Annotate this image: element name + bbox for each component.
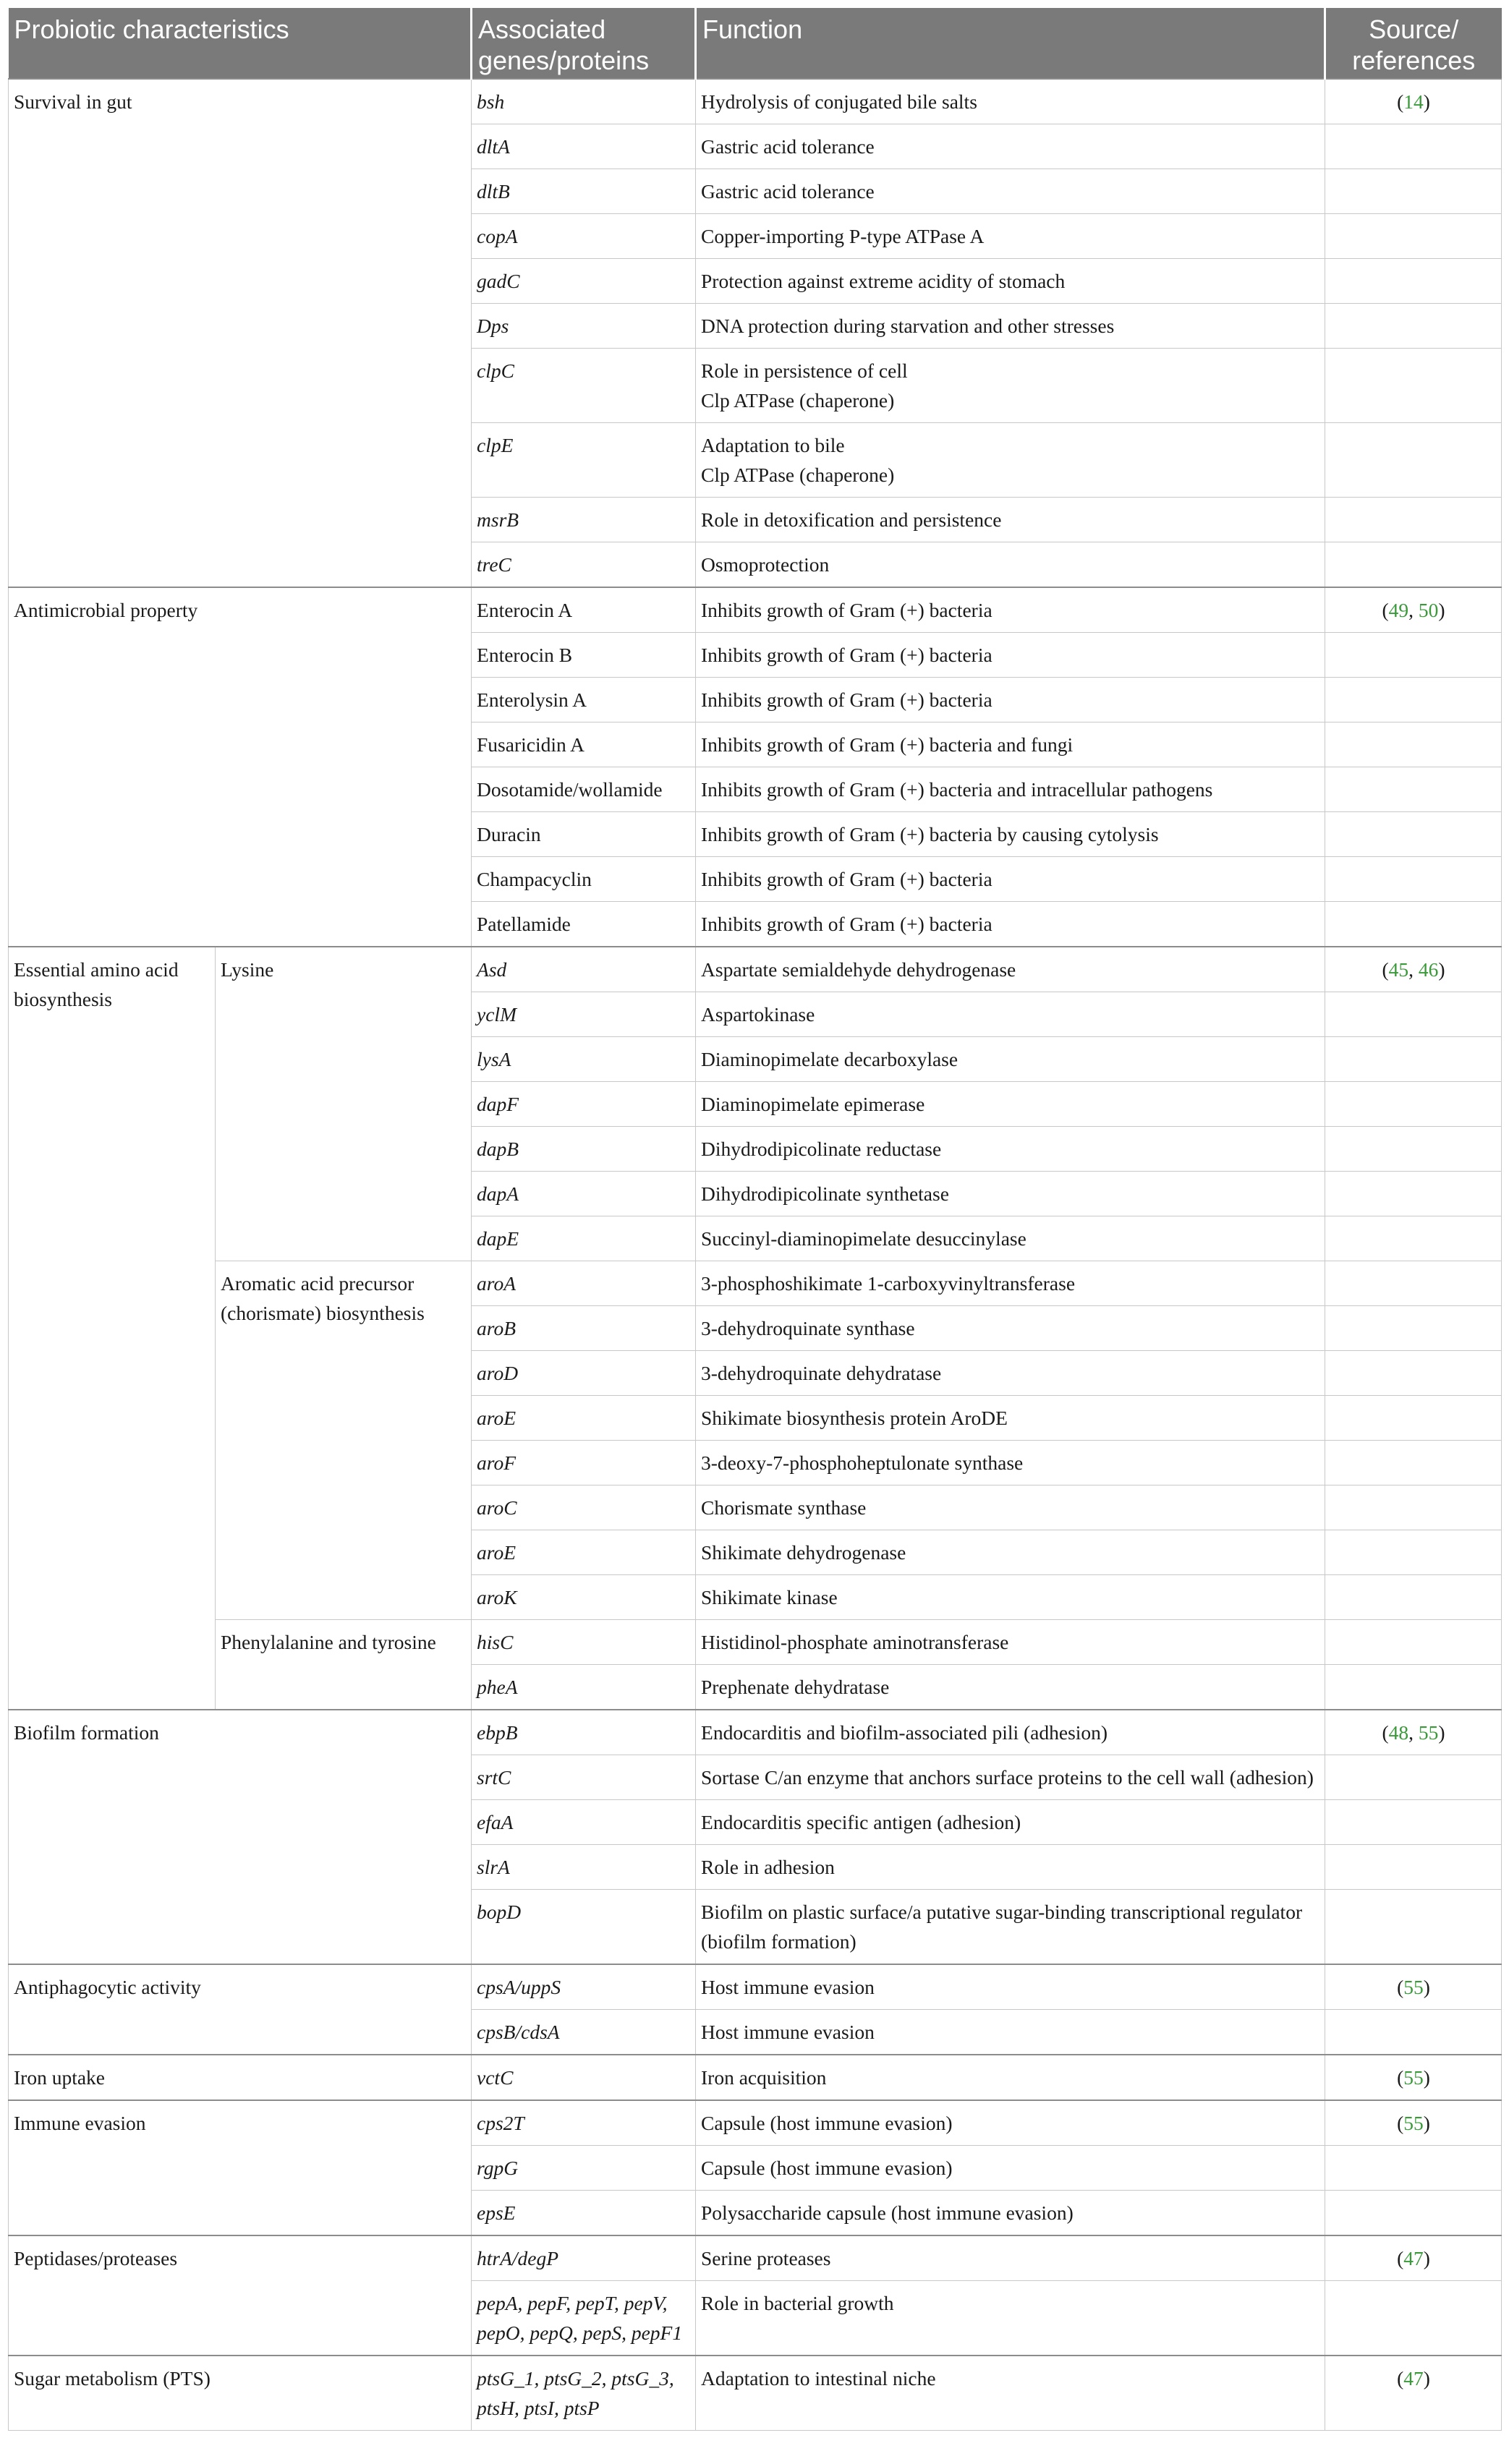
reference-cell [1325,1396,1502,1441]
gene-cell: bopD [472,1890,696,1965]
header-row [9,8,1502,79]
group-section [9,947,1502,1710]
function-cell: Adaptation to intestinal niche [696,2356,1325,2431]
function-cell: Histidinol-phosphate aminotransferase [696,1620,1325,1665]
gene-cell: hisC [472,1620,696,1665]
gene-cell: pepA, pepF, pepT, pepV, pepO, pepQ, pepS, pepF1 [472,2281,696,2356]
group-section [9,2100,1502,2235]
gene-cell: slrA [472,1845,696,1890]
table-row [9,2235,1502,2281]
gene-cell: clpE [472,423,696,498]
gene-cell: yclM [472,992,696,1037]
function-cell: 3-phosphoshikimate 1-carboxyvinyltransferase [696,1261,1325,1306]
gene-cell: aroD [472,1351,696,1396]
reference-cell [1325,1620,1502,1665]
reference-cell [1325,1485,1502,1530]
function-cell: 3-deoxy-7-phosphoheptulonate synthase [696,1441,1325,1485]
function-cell: Host immune evasion [696,2010,1325,2055]
reference-cell [1325,169,1502,214]
function-cell: Inhibits growth of Gram (+) bacteria [696,678,1325,722]
reference-cell [1325,498,1502,542]
reference-link[interactable]: 47 [1403,2367,1424,2390]
function-cell: Capsule (host immune evasion) [696,2146,1325,2191]
group-section [9,2055,1502,2100]
gene-cell: lysA [472,1037,696,1082]
gene-cell: gadC [472,259,696,304]
gene-cell: Enterocin B [472,633,696,678]
reference-cell [1325,633,1502,678]
table-row [9,1261,1502,1306]
gene-cell: Enterocin A [472,587,696,633]
characteristic-cell: Essential amino acid biosynthesis [9,947,216,1710]
function-cell: Succinyl-diaminopimelate desuccinylase [696,1216,1325,1261]
function-cell: Copper-importing P-type ATPase A [696,214,1325,259]
function-cell: Iron acquisition [696,2055,1325,2100]
function-cell: Shikimate dehydrogenase [696,1530,1325,1575]
gene-cell: cpsB/cdsA [472,2010,696,2055]
header-characteristics: Probiotic characteristics [9,8,472,79]
function-cell: 3-dehydroquinate dehydratase [696,1351,1325,1396]
reference-cell [1325,1082,1502,1127]
table-row [9,1964,1502,2010]
gene-cell: aroC [472,1485,696,1530]
characteristic-cell: Peptidases/proteases [9,2235,472,2356]
reference-cell: (55) [1325,2100,1502,2146]
function-cell: Role in detoxification and persistence [696,498,1325,542]
gene-cell: dltB [472,169,696,214]
function-cell: Inhibits growth of Gram (+) bacteria by causing cytolysis [696,812,1325,857]
reference-cell [1325,1351,1502,1396]
reference-cell [1325,1665,1502,1710]
function-cell: Dihydrodipicolinate synthetase [696,1172,1325,1216]
reference-cell [1325,304,1502,349]
header-function: Function [696,8,1325,79]
reference-link[interactable]: 45 [1388,958,1409,981]
gene-cell: dapB [472,1127,696,1172]
characteristic-cell: Iron uptake [9,2055,472,2100]
function-cell: Gastric acid tolerance [696,124,1325,169]
reference-cell [1325,2191,1502,2236]
gene-cell: srtC [472,1755,696,1800]
function-cell: Gastric acid tolerance [696,169,1325,214]
reference-cell [1325,259,1502,304]
table-row [9,2100,1502,2146]
gene-cell: Asd [472,947,696,992]
reference-cell: (47) [1325,2235,1502,2281]
header-genes: Associated genes/proteins [472,8,696,79]
reference-link[interactable]: 48 [1388,1721,1409,1744]
reference-cell [1325,857,1502,902]
gene-cell: cps2T [472,2100,696,2146]
reference-cell [1325,1172,1502,1216]
function-cell: DNA protection during starvation and other stresses [696,304,1325,349]
function-cell: Inhibits growth of Gram (+) bacteria [696,857,1325,902]
group-section [9,2235,1502,2356]
gene-cell: copA [472,214,696,259]
function-cell: Inhibits growth of Gram (+) bacteria and intracellular pathogens [696,767,1325,812]
reference-cell [1325,2146,1502,2191]
gene-cell: ebpB [472,1710,696,1755]
gene-cell: epsE [472,2191,696,2236]
function-cell: Sortase C/an enzyme that anchors surface proteins to the cell wall (adhesion) [696,1755,1325,1800]
function-cell: Protection against extreme acidity of stomach [696,259,1325,304]
reference-cell [1325,1530,1502,1575]
function-cell: Aspartokinase [696,992,1325,1037]
reference-cell: (55) [1325,2055,1502,2100]
function-cell: Inhibits growth of Gram (+) bacteria [696,633,1325,678]
gene-cell: pheA [472,1665,696,1710]
function-cell: Inhibits growth of Gram (+) bacteria and fungi [696,722,1325,767]
function-cell: Inhibits growth of Gram (+) bacteria [696,587,1325,633]
gene-cell: aroF [472,1441,696,1485]
table-row [9,587,1502,633]
reference-cell [1325,542,1502,588]
function-cell: Role in bacterial growth [696,2281,1325,2356]
function-cell: Host immune evasion [696,1964,1325,2010]
function-cell: Adaptation to bile Clp ATPase (chaperone) [696,423,1325,498]
group-section [9,587,1502,947]
function-cell: Capsule (host immune evasion) [696,2100,1325,2146]
function-cell: Osmoprotection [696,542,1325,588]
function-cell: Inhibits growth of Gram (+) bacteria [696,902,1325,947]
characteristic-cell: Biofilm formation [9,1710,472,1964]
reference-cell [1325,1441,1502,1485]
gene-cell: aroB [472,1306,696,1351]
reference-cell [1325,722,1502,767]
gene-cell: dapF [472,1082,696,1127]
reference-cell [1325,678,1502,722]
reference-cell [1325,1755,1502,1800]
function-cell: Endocarditis specific antigen (adhesion) [696,1800,1325,1845]
gene-cell: aroK [472,1575,696,1620]
function-cell: Chorismate synthase [696,1485,1325,1530]
gene-cell: dapE [472,1216,696,1261]
group-section [9,1964,1502,2055]
reference-cell [1325,349,1502,423]
function-cell: Role in adhesion [696,1845,1325,1890]
gene-cell: htrA/degP [472,2235,696,2281]
gene-cell: Champacyclin [472,857,696,902]
reference-cell [1325,992,1502,1037]
reference-link[interactable]: 55 [1418,1721,1439,1744]
gene-cell: cpsA/uppS [472,1964,696,2010]
reference-cell [1325,1037,1502,1082]
group-section [9,2356,1502,2431]
function-cell: Diaminopimelate decarboxylase [696,1037,1325,1082]
group-section [9,1710,1502,1964]
reference-cell: (14) [1325,79,1502,124]
subcategory-cell: Aromatic acid precursor (chorismate) biosynthesis [216,1261,472,1620]
reference-link[interactable]: 55 [1403,1976,1424,1998]
reference-cell [1325,1216,1502,1261]
characteristic-cell: Antimicrobial property [9,587,472,947]
gene-cell: Dps [472,304,696,349]
gene-cell: efaA [472,1800,696,1845]
reference-cell [1325,2281,1502,2356]
reference-cell [1325,1800,1502,1845]
reference-cell: (49, 50) [1325,587,1502,633]
table-row [9,1710,1502,1755]
gene-cell: aroA [472,1261,696,1306]
reference-cell [1325,1306,1502,1351]
function-cell: 3-dehydroquinate synthase [696,1306,1325,1351]
reference-cell: (47) [1325,2356,1502,2431]
table-row [9,79,1502,124]
reference-cell [1325,214,1502,259]
gene-cell: ptsG_1, ptsG_2, ptsG_3, ptsH, ptsI, ptsP [472,2356,696,2431]
reference-cell [1325,1261,1502,1306]
function-cell: Aspartate semialdehyde dehydrogenase [696,947,1325,992]
reference-link[interactable]: 49 [1388,599,1409,621]
gene-cell: Dosotamide/wollamide [472,767,696,812]
subcategory-cell: Lysine [216,947,472,1261]
table-row [9,2356,1502,2431]
characteristic-cell: Immune evasion [9,2100,472,2235]
reference-cell [1325,902,1502,947]
gene-cell: aroE [472,1530,696,1575]
function-cell: Biofilm on plastic surface/a putative sugar-binding transcriptional regulator (biofilm formation) [696,1890,1325,1965]
gene-cell: treC [472,542,696,588]
reference-cell [1325,1127,1502,1172]
characteristic-cell: Antiphagocytic activity [9,1964,472,2055]
reference-cell [1325,2010,1502,2055]
gene-cell: Fusaricidin A [472,722,696,767]
reference-cell [1325,1890,1502,1965]
gene-cell: bsh [472,79,696,124]
reference-link[interactable]: 46 [1418,958,1439,981]
characteristic-cell: Survival in gut [9,79,472,587]
subcategory-cell: Phenylalanine and tyrosine [216,1620,472,1710]
gene-cell: aroE [472,1396,696,1441]
table-row [9,1620,1502,1665]
gene-table [8,8,1502,2431]
gene-cell: Patellamide [472,902,696,947]
characteristic-cell: Sugar metabolism (PTS) [9,2356,472,2431]
gene-cell: vctC [472,2055,696,2100]
reference-cell [1325,1845,1502,1890]
gene-cell: dapA [472,1172,696,1216]
reference-cell [1325,1575,1502,1620]
reference-link[interactable]: 14 [1403,90,1424,113]
gene-cell: msrB [472,498,696,542]
function-cell: Polysaccharide capsule (host immune evasion) [696,2191,1325,2236]
header-source: Source/ references [1325,8,1502,79]
function-cell: Prephenate dehydratase [696,1665,1325,1710]
table-row [9,947,1502,992]
gene-cell: Duracin [472,812,696,857]
reference-link[interactable]: 55 [1403,2066,1424,2089]
gene-cell: rgpG [472,2146,696,2191]
function-cell: Endocarditis and biofilm-associated pili (adhesion) [696,1710,1325,1755]
function-cell: Dihydrodipicolinate reductase [696,1127,1325,1172]
function-cell: Shikimate biosynthesis protein AroDE [696,1396,1325,1441]
reference-cell: (55) [1325,1964,1502,2010]
reference-cell [1325,124,1502,169]
function-cell: Shikimate kinase [696,1575,1325,1620]
function-cell: Serine proteases [696,2235,1325,2281]
reference-cell: (48, 55) [1325,1710,1502,1755]
reference-link[interactable]: 47 [1403,2247,1424,2269]
gene-cell: dltA [472,124,696,169]
reference-link[interactable]: 50 [1418,599,1439,621]
function-cell: Role in persistence of cell Clp ATPase (chaperone) [696,349,1325,423]
table-row [9,2055,1502,2100]
gene-cell: Enterolysin A [472,678,696,722]
group-section [9,79,1502,587]
function-cell: Diaminopimelate epimerase [696,1082,1325,1127]
reference-cell [1325,812,1502,857]
reference-cell [1325,767,1502,812]
function-cell: Hydrolysis of conjugated bile salts [696,79,1325,124]
reference-cell: (45, 46) [1325,947,1502,992]
reference-cell [1325,423,1502,498]
gene-cell: clpC [472,349,696,423]
reference-link[interactable]: 55 [1403,2112,1424,2134]
